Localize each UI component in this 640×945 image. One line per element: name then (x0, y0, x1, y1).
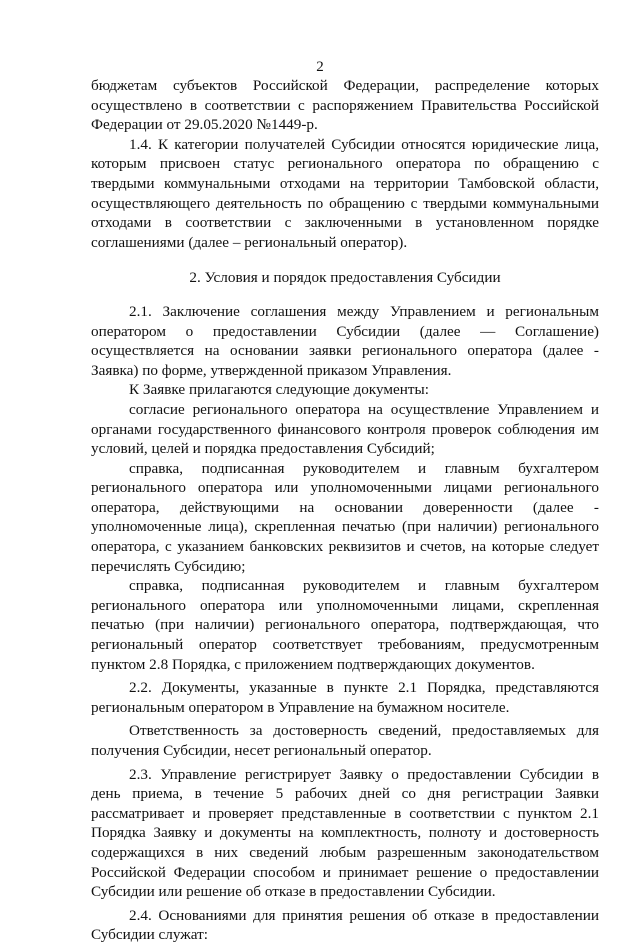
document-body (91, 76, 599, 945)
paragraph-2-2: 2.2. Документы, указанные в пункте 2.1 Порядка, представляются региональным оператором в Управление на бумажном носителе. (91, 679, 599, 716)
page-number: 2 (316, 59, 324, 75)
section-heading: 2. Условия и порядок предоставления Субсидии (189, 269, 501, 287)
paragraph-responsibility: Ответственность за достоверность сведений, предоставляемых для получения Субсидии, несет региональный оператор. (91, 722, 599, 759)
paragraph-consent: согласие регионального оператора на осуществление Управлением и органами государственного финансового контроля проверок соблюдения им условий, целей и порядка предоставления Субсидий; (91, 400, 599, 458)
paragraph-1-4: 1.4. К категории получателей Субсидии относятся юридические лица, которым присвоен статус регионального оператора по обращению с твердыми коммунальными отходами на территории Тамбовской области, осуществляющего деятельность по обращению с твердыми коммунальными отходами в соответствии с заключенными в установленном порядке соглашениями (далее – региональный оператор). (91, 135, 599, 251)
paragraph-continuation: бюджетам субъектов Российской Федерации, распределение которых осуществлено в соответствии с распоряжением Правительства Российской Федерации от 29.05.2020 №1449-р. (91, 77, 599, 134)
paragraph-compliance-certificate: справка, подписанная руководителем и главным бухгалтером регионального оператора или уполномоченными лицами, скрепленная печатью (при наличии) регионального оператора, подтверждающая, что региональный оператор соответствует требованиям, предусмотренным пунктом 2.8 Порядка, с приложением подтверждающих документов. (91, 577, 599, 673)
paragraph-2-4: 2.4. Основаниями для принятия решения об отказе в предоставлении Субсидии служат: (91, 906, 599, 944)
paragraph-bank-certificate: справка, подписанная руководителем и главным бухгалтером регионального оператора или уполномоченными лицами регионального оператора, действующими на основании доверенности (далее - уполномоченные лица), скрепленная печатью (при наличии) регионального оператора, с указанием банковских реквизитов и счетов, на которые следует перечислять Субсидию; (91, 459, 599, 575)
paragraph-documents-intro: К Заявке прилагаются следующие документы: (129, 381, 429, 399)
paragraph-2-3: 2.3. Управление регистрирует Заявку о предоставлении Субсидии в день приема, в течение 5 рабочих дней со дня регистрации Заявки рассматривает и проверяет представленные в соответствии с пунктом 2.1 Порядка Заявку и документы на комплектность, полноту и достоверность содержащихся в них сведений любым разрешенным законодательством Российской Федерации способом и принимает решение о предоставлении Субсидии или решение об отказе в предоставлении Субсидии. (91, 765, 599, 901)
paragraph-2-1: 2.1. Заключение соглашения между Управлением и региональным оператором о предоставлении Субсидии (далее — Соглашение) осуществляется на основании заявки регионального оператора (далее - Заявка) по форме, утвержденной приказом Управления. (91, 302, 599, 379)
